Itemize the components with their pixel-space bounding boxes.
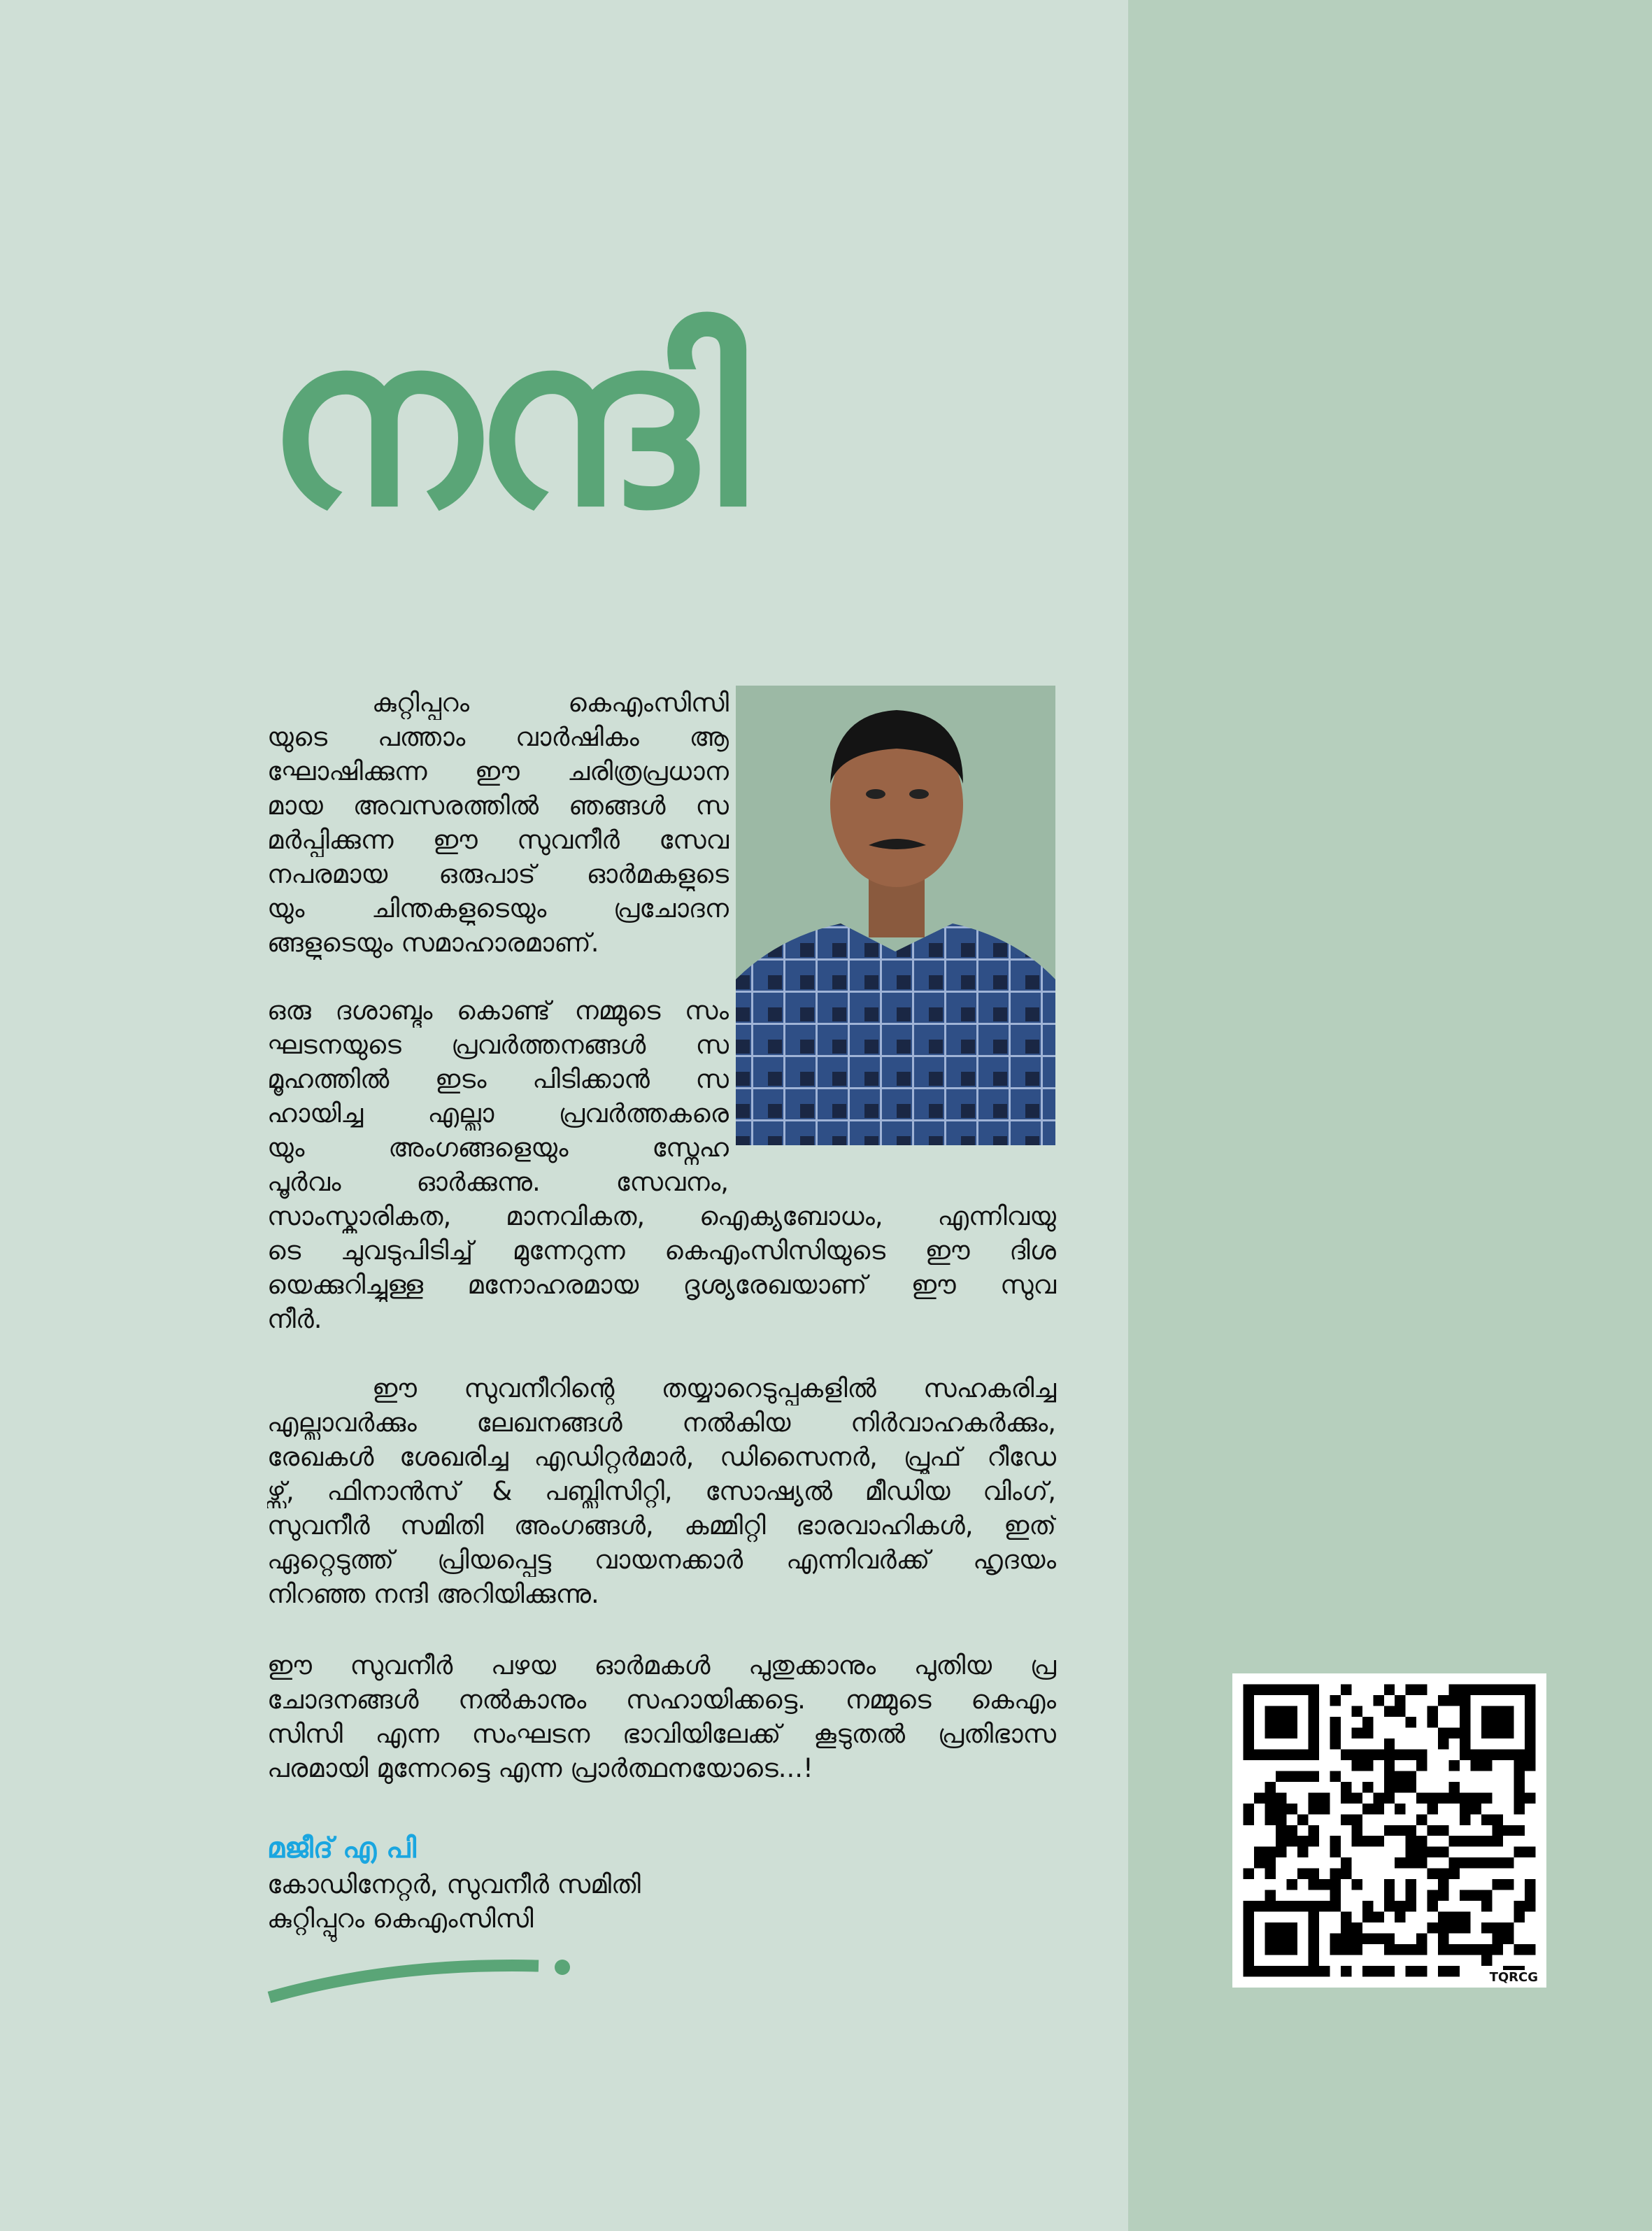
signature-block [267, 1829, 641, 1936]
text-line: നീർ. [267, 1304, 322, 1334]
text-line: ഒരു ദശാബ്ദം കൊണ്ട് നമ്മുടെ സം [267, 996, 729, 1026]
text-line: ഈ സുവനീർ പഴയ ഓർമകൾ പുതുക്കാനും പുതിയ പ്ര [267, 1650, 1056, 1680]
paragraph-2 [267, 993, 1056, 1336]
signer-organization: കുറ്റിപ്പുറം കെഎംസിസി [267, 1904, 534, 1934]
text-line: സിസി എന്ന സംഘടന ഭാവിയിലേക്ക് കൂടുതൽ പ്രതിഭാസ [267, 1719, 1056, 1749]
text-line: ങ്ങളുടെയും സമാഹാരമാണ്. [267, 928, 599, 958]
qr-finder-pattern [1265, 1706, 1297, 1738]
decorative-swoosh [266, 1952, 581, 2008]
paragraph-4 [267, 1648, 1056, 1785]
text-line: ഏറ്റെടുത്ത് പ്രിയപ്പെട്ട വായനക്കാർ എന്നിവർക്ക് ഹൃദയം [267, 1545, 1056, 1575]
text-line: രേഖകൾ ശേഖരിച്ച എഡിറ്റർമാർ, ഡിസൈനർ, പ്രൂഫ് റീഡേ [267, 1442, 1056, 1472]
text-line: മൂഹത്തിൽ ഇടം പിടിക്കാൻ സ [267, 1064, 729, 1094]
qr-code[interactable] [1232, 1673, 1546, 1988]
text-line: ഈ സുവനീറിന്റെ തയ്യാറെടുപ്പുകളിൽ സഹകരിച്ച [372, 1373, 1056, 1403]
qr-label: TQRCG [1487, 1970, 1541, 1985]
text-line: നപരമായ ഒരുപാട് ഓർമകളുടെ [267, 859, 729, 889]
text-line: യുടെ പത്താം വാർഷികം ആ [267, 722, 729, 752]
signer-role: കോഡിനേറ്റർ, സുവനീർ സമിതി [267, 1869, 641, 1899]
text-line: ഹായിച്ച എല്ലാ പ്രവർത്തകരെ [267, 1098, 729, 1128]
text-line: നിറഞ്ഞ നന്ദി അറിയിക്കുന്നു. [267, 1579, 599, 1609]
page-title: നന്ദി [266, 289, 739, 558]
text-line: പരമായി മുന്നേറട്ടെ എന്ന പ്രാർത്ഥനയോടെ...! [267, 1753, 813, 1783]
paragraph-3 [267, 1371, 1056, 1611]
qr-finder-pattern [1265, 1922, 1297, 1955]
text-line: സാംസ്കാരികത, മാനവികത, ഐക്യബോധം, എന്നിവയു [267, 1201, 1056, 1231]
text-line: കുറ്റിപ്പുറം കെഎംസിസി [372, 688, 729, 718]
text-line: ഘടനയുടെ പ്രവർത്തനങ്ങൾ സ [267, 1030, 729, 1060]
text-line: സുവനീർ സമിതി അംഗങ്ങൾ, കമ്മിറ്റി ഭാരവാഹികൾ, ഇത് [267, 1510, 1056, 1541]
text-line: എല്ലാവർക്കും ലേഖനങ്ങൾ നൽകിയ നിർവാഹകർക്കും, [267, 1408, 1056, 1438]
text-line: ഴ്സ്, ഫിനാൻസ് & പബ്ലിസിറ്റി, സോഷ്യൽ മീഡിയ വിംഗ്, [267, 1476, 1056, 1506]
text-line: മായ അവസരത്തിൽ ഞങ്ങൾ സ [267, 791, 729, 821]
text-line: മർപ്പിക്കുന്ന ഈ സുവനീർ സേവ [267, 825, 729, 855]
text-line: ടെ ചുവടുപിടിച്ച് മുന്നേറുന്ന കെഎംസിസിയുടെ ഈ ദിശ [267, 1235, 1056, 1266]
text-line: യെക്കുറിച്ചുള്ള മനോഹരമായ ദൃശ്യരേഖയാണ് ഈ സുവ [267, 1270, 1056, 1300]
qr-finder-pattern [1481, 1706, 1514, 1738]
text-line: പൂർവം ഓർക്കുന്നു. സേവനം, [267, 1167, 729, 1197]
text-line: യും ചിന്തകളുടെയും പ്രചോദന [267, 893, 729, 923]
signer-name: മജീദ് എ പി [267, 1832, 417, 1864]
text-line: യും അംഗങ്ങളെയും സ്നേഹ [267, 1133, 729, 1163]
text-line: ചോദനങ്ങൾ നൽകാനും സഹായിക്കട്ടെ. നമ്മുടെ കെഎം [267, 1685, 1056, 1715]
text-line: ഘോഷിക്കുന്ന ഈ ചരിത്രപ്രധാന [267, 756, 729, 786]
paragraph-1 [267, 686, 729, 960]
author-photo [736, 686, 1055, 1145]
